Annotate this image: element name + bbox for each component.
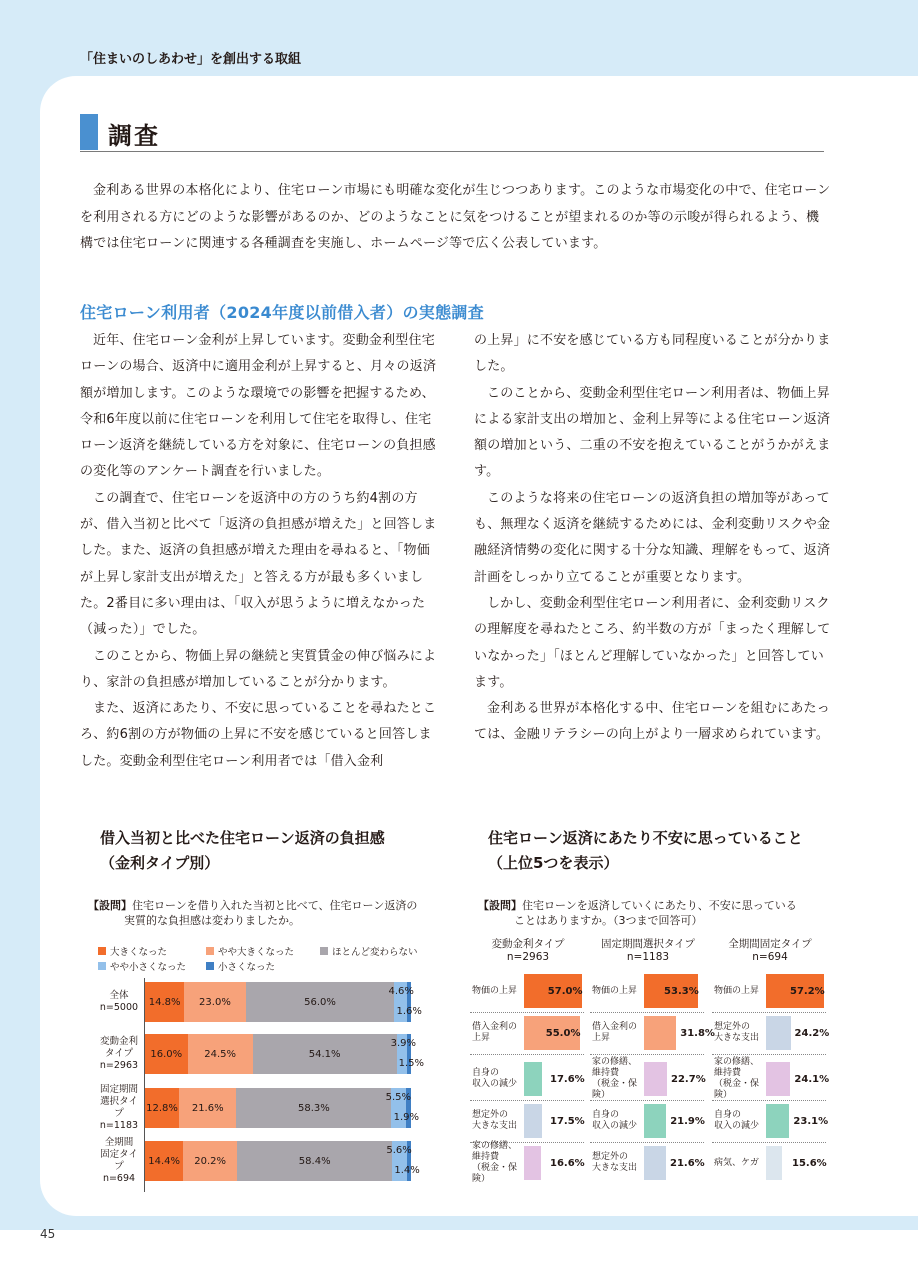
chart-title-line: 借入当初と比べた住宅ローン返済の負担感: [100, 829, 385, 847]
item-label-text: 想定外の 大きな支出: [714, 1022, 760, 1043]
data-label: 56.0%: [304, 996, 336, 1008]
bar-row: [96, 1034, 436, 1074]
legend-swatch: [206, 947, 214, 955]
bar-row: [96, 982, 436, 1022]
chart-concerns: [470, 938, 830, 1198]
item-label: [714, 1144, 770, 1182]
item-value: 31.8%: [680, 1027, 715, 1039]
row-separator: [590, 1142, 704, 1143]
group-header: 固定期間選択タイプ n=1183: [601, 938, 695, 963]
data-label: 5.5%: [385, 1092, 411, 1103]
stacked-bar: [145, 1141, 411, 1181]
legend-swatch: [98, 962, 106, 970]
chart-title-line: （金利タイプ別）: [100, 854, 220, 872]
bar-segment: [145, 982, 184, 1022]
bar-segment: [188, 1034, 253, 1074]
data-label: 54.1%: [308, 1048, 341, 1060]
data-label: 14.4%: [148, 1155, 181, 1167]
category-label: 全体 n=5000: [99, 990, 139, 1013]
legend-swatch: [206, 962, 214, 970]
row-separator: [470, 1100, 584, 1101]
item-label: [592, 1057, 648, 1100]
row-separator: [590, 1100, 704, 1101]
body-column-right: [474, 328, 834, 749]
legend-swatch: [320, 947, 328, 955]
ranked-item: [590, 1014, 715, 1052]
legend-label: やや小さくなった: [110, 962, 187, 973]
item-label-text: 物価の上昇: [714, 985, 760, 996]
bar-segment: [236, 1088, 391, 1128]
bar-segment: [237, 1141, 392, 1181]
item-value: 21.6%: [670, 1157, 705, 1169]
item-value: 53.3%: [664, 985, 699, 997]
chart-burden-question: [88, 898, 417, 928]
row-separator: [712, 1012, 826, 1013]
chart-title-line: 住宅ローン返済にあたり不安に思っていること: [488, 829, 803, 847]
data-label: 12.8%: [146, 1102, 178, 1114]
data-label: 14.8%: [148, 996, 181, 1008]
item-bar: [644, 1104, 666, 1138]
row-separator: [470, 1054, 584, 1055]
ranked-item: [712, 1144, 828, 1182]
item-label: [592, 1014, 648, 1052]
item-value: 23.1%: [793, 1115, 829, 1127]
data-label: 58.4%: [298, 1155, 331, 1167]
item-bar: [644, 1016, 676, 1050]
ranked-item: [470, 1141, 586, 1184]
item-label: [592, 1102, 648, 1140]
ranked-item: [712, 972, 828, 1010]
item-label: [472, 1014, 528, 1052]
bar-segment: [145, 1141, 183, 1181]
item-label: [472, 972, 528, 1010]
ranked-item: [470, 1102, 586, 1140]
item-bar: [766, 1062, 790, 1096]
data-label: 58.3%: [297, 1102, 330, 1114]
item-label: [714, 972, 770, 1010]
question-text: ことはありますか。（3つまで回答可）: [514, 914, 703, 927]
body-paragraph: また、返済にあたり、不安に思っていることを尋ねたところ、約6割の方が物価の上昇に不安を感じていると回答しました。変動金利型住宅ローン利用者では「借入金利: [80, 701, 437, 769]
category-label: 変動金利 タイプ n=2963: [99, 1036, 139, 1071]
bar-row: [96, 1137, 436, 1184]
bar-segment: [246, 982, 395, 1022]
bar-segment: [145, 1034, 188, 1074]
ranked-item: [712, 1102, 828, 1140]
legend-item: [98, 944, 167, 958]
legend-item: [320, 944, 418, 958]
body-paragraph: このことから、物価上昇の継続と実質賃金の伸び悩みにより、家計の負担感が増加していることが分かります。: [80, 648, 437, 690]
page-number: 45: [40, 1227, 56, 1241]
stacked-bar: [145, 1088, 411, 1128]
bar-segment: [179, 1088, 236, 1128]
chart-concerns-title: [488, 826, 803, 876]
body-paragraph: の上昇」に不安を感じている方も同程度いることが分かりました。: [474, 333, 831, 375]
chart-title-line: （上位5つを表示）: [488, 854, 619, 872]
item-label-text: 自身の 収入の減少: [472, 1068, 518, 1089]
item-bar: [766, 1104, 789, 1138]
item-label: [472, 1060, 528, 1098]
section-heading: [80, 112, 824, 152]
data-label: 1.5%: [398, 1058, 425, 1069]
row-separator: [470, 1012, 584, 1013]
ranked-item: [470, 1014, 586, 1052]
item-label-text: 想定外の 大きな支出: [472, 1110, 518, 1131]
ranked-item: [470, 972, 586, 1010]
item-value: 24.2%: [794, 1027, 830, 1039]
item-label: [714, 1102, 770, 1140]
data-label: 5.6%: [386, 1145, 412, 1156]
question-text: 住宅ローンを返済していくにあたり、不安に思っている: [522, 899, 797, 912]
body-paragraph: しかし、変動金利型住宅ローン利用者に、金利変動リスクの理解度を尋ねたところ、約半数の方が「まったく理解していなかった」「ほとんど理解していなかった」と回答しています。: [474, 595, 831, 690]
section-heading-marker: [80, 114, 98, 150]
bar-segment: [184, 982, 245, 1022]
legend-label: 小さくなった: [218, 962, 276, 973]
category-label: 固定期間 選択タイプ n=1183: [99, 1084, 139, 1131]
data-label: 4.6%: [388, 986, 414, 997]
ranked-item: [712, 1014, 828, 1052]
bar-row: [96, 1084, 436, 1131]
item-label: [714, 1014, 770, 1052]
legend-item: [206, 944, 294, 958]
question-text: 実質的な負担感は変わりましたか。: [124, 914, 300, 927]
item-value: 17.6%: [550, 1073, 585, 1085]
item-value: 55.0%: [545, 1027, 581, 1039]
body-paragraph: 金利ある世界が本格化する中、住宅ローンを組むにあたっては、金融リテラシーの向上がより一層求められています。: [474, 701, 830, 743]
legend-label: やや大きくなった: [218, 947, 295, 958]
legend-item: [98, 959, 186, 973]
item-label-text: 物価の上昇: [472, 985, 518, 996]
item-value: 24.1%: [794, 1073, 830, 1085]
data-label: 1.9%: [393, 1112, 419, 1123]
item-label-text: 家の修繕、 維持費 （税金・保険）: [592, 1057, 638, 1100]
data-label: 20.2%: [194, 1155, 227, 1167]
item-value: 21.9%: [670, 1115, 705, 1127]
question-label: 【設問】: [88, 899, 132, 912]
ranked-item: [590, 972, 706, 1010]
item-label: [592, 1144, 648, 1182]
bar-segment: [145, 1088, 179, 1128]
item-value: 57.2%: [790, 985, 825, 997]
item-value: 22.7%: [671, 1073, 706, 1085]
intro-paragraph: 金利ある世界の本格化により、住宅ローン市場にも明確な変化が生じつつあります。このような市場変化の中で、住宅ローンを利用される方にどのような影響があるのか、どのようなことに気をつけることが望まれるのか等の示唆が得られるよう、機構では住宅ローンに関連する各種調査を実施し、ホームページ等で広く公表しています。: [80, 183, 831, 251]
question-text: 住宅ローンを借り入れた当初と比べて、住宅ローン返済の: [132, 899, 418, 912]
data-label: 3.9%: [390, 1038, 417, 1049]
item-label-text: 病気、ケガ: [714, 1157, 759, 1168]
ranked-item: [712, 1057, 830, 1100]
bar-row-label: [96, 1034, 142, 1074]
item-label-text: 家の修繕、 維持費 （税金・保険）: [472, 1141, 518, 1184]
group-header: 変動金利タイプ n=2963: [491, 938, 565, 963]
item-bar: [766, 1016, 791, 1050]
row-separator: [712, 1142, 826, 1143]
item-label-text: 借入金利の 上昇: [592, 1022, 638, 1043]
bar-row-label: [96, 1137, 142, 1184]
bar-row-label: [96, 1084, 142, 1131]
item-label-text: 家の修繕、 維持費 （税金・保険）: [714, 1057, 760, 1100]
chart-concerns-question: [478, 898, 797, 928]
bar-segment: [183, 1141, 237, 1181]
stacked-bar: [145, 982, 411, 1022]
item-bar: [524, 1146, 541, 1180]
item-label: [472, 1102, 528, 1140]
item-bar: [644, 1062, 667, 1096]
legend-item: [206, 959, 275, 973]
item-label-text: 物価の上昇: [592, 985, 638, 996]
item-bar: [766, 1146, 782, 1180]
data-label: 23.0%: [199, 996, 231, 1008]
item-label: [472, 1141, 528, 1184]
data-label: 24.5%: [204, 1048, 237, 1060]
body-column-left: [80, 328, 440, 775]
group-header: 全期間固定タイプ n=694: [728, 938, 812, 963]
section-title: 調査: [108, 122, 160, 150]
data-label: 1.4%: [394, 1165, 420, 1176]
data-label: 21.6%: [191, 1102, 224, 1114]
ranked-item: [590, 1102, 706, 1140]
item-bar: [524, 1104, 542, 1138]
body-paragraph: この調査で、住宅ローンを返済中の方のうち約4割の方が、借入当初と比べて「返済の負担感が増えた」と回答しました。また、返済の負担感が増えた理由を尋ねると、「物価が上昇し家計支出が増えた」と答える方が最も多くいました。2番目に多い理由は、「収入が思うように増えなかった（減った）」でした。: [80, 490, 437, 638]
bar-segment: [253, 1034, 397, 1074]
item-value: 57.0%: [547, 985, 583, 997]
row-separator: [712, 1054, 826, 1055]
data-label: 1.6%: [396, 1006, 422, 1017]
item-label: [714, 1057, 770, 1100]
item-value: 15.6%: [792, 1157, 827, 1169]
item-value: 17.5%: [550, 1115, 585, 1127]
chart-burden-title: [100, 826, 385, 876]
bar-row-label: [96, 982, 142, 1022]
legend-label: ほとんど変わらない: [332, 947, 418, 958]
row-separator: [712, 1100, 826, 1101]
ranked-item: [590, 1057, 706, 1100]
question-label: 【設問】: [478, 899, 522, 912]
item-label-text: 借入金利の 上昇: [472, 1022, 518, 1043]
item-value: 16.6%: [550, 1157, 585, 1169]
ranked-item: [470, 1060, 586, 1098]
running-header: 「住まいのしあわせ」を創出する取組: [80, 52, 302, 67]
item-label-text: 自身の 収入の減少: [714, 1110, 760, 1131]
survey-title: 住宅ローン利用者（2024年度以前借入者）の実態調査: [80, 303, 485, 322]
legend-label: 大きくなった: [110, 947, 168, 958]
body-paragraph: このような将来の住宅ローンの返済負担の増加等があっても、無理なく返済を継続するためには、金利変動リスクや金融経済情勢の変化に関する十分な知識、理解をもって、返済計画をしっかり立てることが重要となります。: [474, 490, 831, 585]
item-label: [592, 972, 648, 1010]
category-label: 全期間 固定タイプ n=694: [100, 1137, 138, 1184]
row-separator: [590, 1012, 704, 1013]
item-label-text: 想定外の 大きな支出: [592, 1152, 638, 1173]
body-paragraph: 近年、住宅ローン金利が上昇しています。変動金利型住宅ローンの場合、返済中に適用金利が上昇すると、月々の返済額が増加します。このような環境での影響を把握するため、令和6年度以前に住宅ローンを利用して住宅を取得し、住宅ローン返済を継続している方を対象に、住宅ローンの負担感の変化等のアンケート調査を行いました。: [80, 333, 437, 480]
item-label-text: 自身の 収入の減少: [592, 1110, 638, 1131]
item-bar: [644, 1146, 666, 1180]
legend-swatch: [98, 947, 106, 955]
row-separator: [590, 1054, 704, 1055]
item-bar: [524, 1062, 542, 1096]
data-label: 16.0%: [150, 1048, 183, 1060]
ranked-item: [590, 1144, 706, 1182]
stacked-bar: [145, 1034, 411, 1074]
body-paragraph: このことから、変動金利型住宅ローン利用者は、物価上昇による家計支出の増加と、金利上昇等による住宅ローン返済額の増加という、二重の不安を抱えていることがうかがえます。: [474, 385, 831, 480]
chart-burden: [96, 978, 436, 1198]
